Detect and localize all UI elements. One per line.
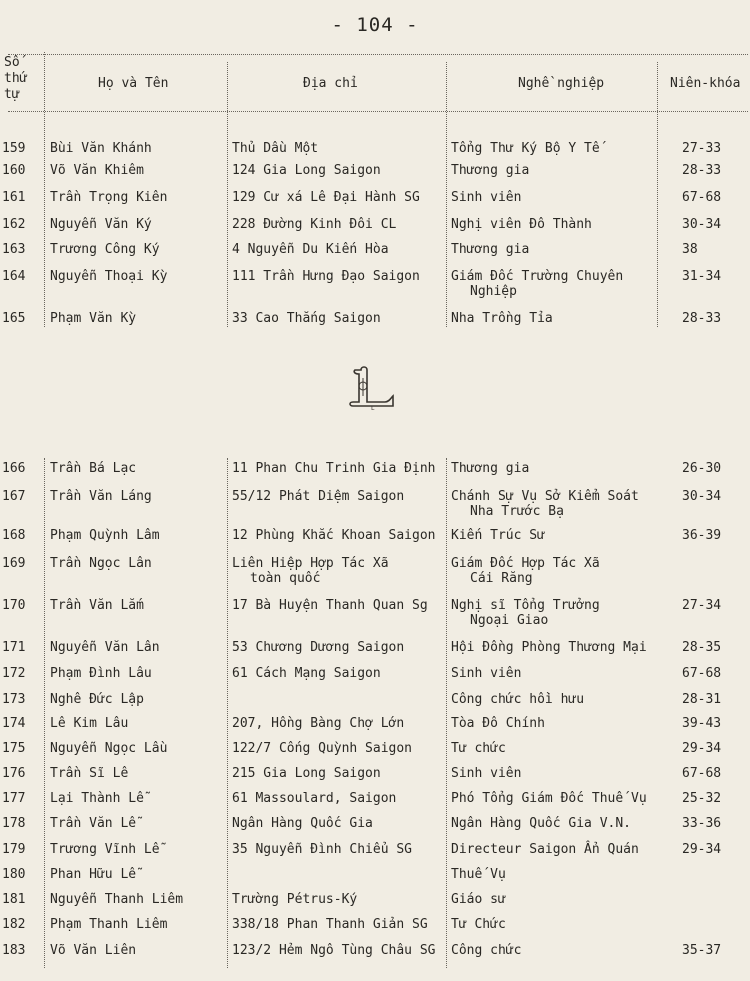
row-name: Phạm Thanh Liêm (50, 917, 168, 932)
row-name: Nguyễn Văn Ký (50, 217, 152, 232)
row-number: 172 (2, 666, 26, 681)
row-occupation: Công chức (451, 943, 522, 958)
row-occupation: Tòa Đô Chính (451, 716, 545, 731)
row-years: 29-34 (682, 741, 722, 756)
row-address: Trường Pétrus-Ký (232, 892, 358, 907)
row-occupation: Thuế Vụ (451, 867, 506, 882)
row-name: Võ Văn Khiêm (50, 163, 144, 178)
row-name: Trần Bá Lạc (50, 461, 137, 476)
row-occupation: Nha Trồng Tỉa (451, 311, 553, 326)
row-occupation: Giáo sư (451, 892, 506, 907)
row-name: Lê Kim Lâu (50, 716, 129, 731)
row-name: Trương Công Ký (50, 242, 160, 257)
header-bottom-rule (8, 111, 748, 112)
row-number: 164 (2, 269, 26, 284)
row-years: 67-68 (682, 766, 722, 781)
row-occupation: Phó Tổng Giám Đốc Thuế Vụ (451, 791, 647, 806)
row-number: 173 (2, 692, 26, 707)
header-thu: thứ (4, 71, 28, 86)
header-ho-va-ten: Họ và Tên (98, 76, 169, 91)
row-name: Trần Văn Lễ (50, 816, 137, 831)
row-name: Nguyễn Thoại Kỳ (50, 269, 168, 284)
row-address: 11 Phan Chu Trinh Gia Định (232, 461, 436, 476)
row-years: 38 (682, 242, 698, 257)
row-address: Liên Hiệp Hợp Tác Xã (232, 556, 389, 571)
column-divider (44, 458, 45, 968)
row-occupation: Sinh viên (451, 766, 522, 781)
row-number: 170 (2, 598, 26, 613)
row-name: Bùi Văn Khánh (50, 141, 152, 156)
row-occupation-continued: Nghiệp (470, 284, 517, 299)
row-address-continued: toàn quốc (250, 571, 321, 586)
row-years: 36-39 (682, 528, 722, 543)
row-number: 163 (2, 242, 26, 257)
page-number: - 104 - (331, 14, 419, 36)
row-occupation: Directeur Saigon Ẩn Quán (451, 842, 639, 857)
row-number: 165 (2, 311, 26, 326)
row-occupation: Giám Đốc Hợp Tác Xã (451, 556, 600, 571)
row-number: 171 (2, 640, 26, 655)
row-number: 174 (2, 716, 26, 731)
row-address: 338/18 Phan Thanh Giản SG (232, 917, 428, 932)
row-name: Phan Hữu Lễ (50, 867, 137, 882)
row-name: Trần Văn Lắm (50, 598, 144, 613)
row-occupation: Chánh Sự Vụ Sở Kiểm Soát (451, 489, 639, 504)
row-years: 67-68 (682, 666, 722, 681)
row-number: 182 (2, 917, 26, 932)
row-address: Ngân Hàng Quốc Gia (232, 816, 373, 831)
row-occupation: Sinh viên (451, 190, 522, 205)
row-number: 177 (2, 791, 26, 806)
row-address: 4 Nguyễn Du Kiến Hòa (232, 242, 389, 257)
row-address: 17 Bà Huyện Thanh Quan Sg (232, 598, 428, 613)
row-years: 28-31 (682, 692, 722, 707)
row-years: 26-30 (682, 461, 722, 476)
row-years: 25-32 (682, 791, 722, 806)
row-address: 53 Chương Dương Saigon (232, 640, 405, 655)
row-address: 129 Cư xá Lê Đại Hành SG (232, 190, 420, 205)
row-occupation-continued: Nha Trước Bạ (470, 504, 564, 519)
section-letter-l-ornament (347, 364, 397, 412)
row-years: 27-33 (682, 141, 722, 156)
row-years: 33-36 (682, 816, 722, 831)
row-occupation: Giám Đốc Trường Chuyên (451, 269, 624, 284)
row-occupation: Hội Đồng Phòng Thương Mại (451, 640, 647, 655)
row-name: Trần Ngọc Lân (50, 556, 152, 571)
row-years: 35-37 (682, 943, 722, 958)
row-years: 28-35 (682, 640, 722, 655)
header-tu: tự (4, 87, 20, 102)
row-address: 124 Gia Long Saigon (232, 163, 381, 178)
row-number: 180 (2, 867, 26, 882)
row-occupation: Kiến Trúc Sư (451, 528, 545, 543)
row-address: 123/2 Hẻm Ngô Tùng Châu SG (232, 943, 436, 958)
row-name: Phạm Đình Lâu (50, 666, 152, 681)
row-number: 175 (2, 741, 26, 756)
row-occupation: Ngân Hàng Quốc Gia V.N. (451, 816, 632, 831)
row-occupation: Nghị viên Đô Thành (451, 217, 592, 232)
row-address: 228 Đường Kinh Đôi CL (232, 217, 397, 232)
row-name: Trần Trọng Kiên (50, 190, 168, 205)
row-occupation-continued: Cái Răng (470, 571, 533, 586)
header-so: Số (4, 55, 20, 70)
row-years: 27-34 (682, 598, 722, 613)
row-years: 31-34 (682, 269, 722, 284)
row-years: 30-34 (682, 489, 722, 504)
row-occupation: Tổng Thư Ký Bộ Y Tế (451, 141, 600, 156)
row-address: 61 Massoulard, Saigon (232, 791, 397, 806)
row-address: 12 Phùng Khắc Khoan Saigon (232, 528, 436, 543)
row-years: 29-34 (682, 842, 722, 857)
row-years: 28-33 (682, 163, 722, 178)
row-years: 30-34 (682, 217, 722, 232)
column-divider (227, 62, 228, 327)
row-name: Trần Sĩ Lê (50, 766, 129, 781)
row-number: 161 (2, 190, 26, 205)
row-number: 159 (2, 141, 26, 156)
row-address: 215 Gia Long Saigon (232, 766, 381, 781)
row-name: Võ Văn Liên (50, 943, 137, 958)
row-address: 122/7 Cống Quỳnh Saigon (232, 741, 413, 756)
row-occupation: Thương gia (451, 163, 530, 178)
row-name: Trương Vĩnh Lễ (50, 842, 160, 857)
row-number: 160 (2, 163, 26, 178)
row-occupation: Thương gia (451, 242, 530, 257)
section-letter: L (371, 405, 375, 412)
row-name: Trần Văn Láng (50, 489, 152, 504)
row-number: 179 (2, 842, 26, 857)
row-address: 55/12 Phát Diệm Saigon (232, 489, 405, 504)
row-name: Lại Thành Lễ (50, 791, 144, 806)
row-occupation: Nghị sĩ Tổng Trưởng (451, 598, 600, 613)
row-address: 33 Cao Thắng Saigon (232, 311, 381, 326)
row-name: Phạm Quỳnh Lâm (50, 528, 160, 543)
row-address: 61 Cách Mạng Saigon (232, 666, 381, 681)
row-occupation: Tư Chức (451, 917, 506, 932)
row-occupation: Công chức hồi hưu (451, 692, 585, 707)
row-name: Nguyễn Thanh Liêm (50, 892, 184, 907)
row-number: 181 (2, 892, 26, 907)
header-nien-khoa: Niên-khóa (670, 76, 741, 91)
row-years: 28-33 (682, 311, 722, 326)
row-number: 168 (2, 528, 26, 543)
column-divider (227, 458, 228, 968)
row-name: Phạm Văn Kỳ (50, 311, 137, 326)
row-number: 162 (2, 217, 26, 232)
column-divider (44, 52, 45, 327)
row-number: 166 (2, 461, 26, 476)
row-name: Nguyễn Ngọc Lầu (50, 741, 168, 756)
row-years: 67-68 (682, 190, 722, 205)
row-years: 39-43 (682, 716, 722, 731)
row-occupation: Thương gia (451, 461, 530, 476)
row-address: 35 Nguyễn Đình Chiểu SG (232, 842, 413, 857)
row-number: 167 (2, 489, 26, 504)
row-occupation: Sinh viên (451, 666, 522, 681)
row-occupation-continued: Ngoại Giao (470, 613, 549, 628)
row-number: 178 (2, 816, 26, 831)
header-dia-chi: Địa chỉ (303, 76, 358, 91)
row-name: Nghê Đức Lập (50, 692, 144, 707)
row-number: 169 (2, 556, 26, 571)
row-address: 111 Trần Hưng Đạo Saigon (232, 269, 420, 284)
header-so-thu-tu (4, 55, 40, 103)
row-name: Nguyễn Văn Lân (50, 640, 160, 655)
row-address: Thủ Dầu Một (232, 141, 319, 156)
row-occupation: Tư chức (451, 741, 506, 756)
row-number: 183 (2, 943, 26, 958)
row-address: 207, Hồng Bàng Chợ Lớn (232, 716, 405, 731)
row-number: 176 (2, 766, 26, 781)
header-top-rule (8, 54, 748, 55)
header-nghe-nghiep: Nghề nghiệp (518, 76, 605, 91)
